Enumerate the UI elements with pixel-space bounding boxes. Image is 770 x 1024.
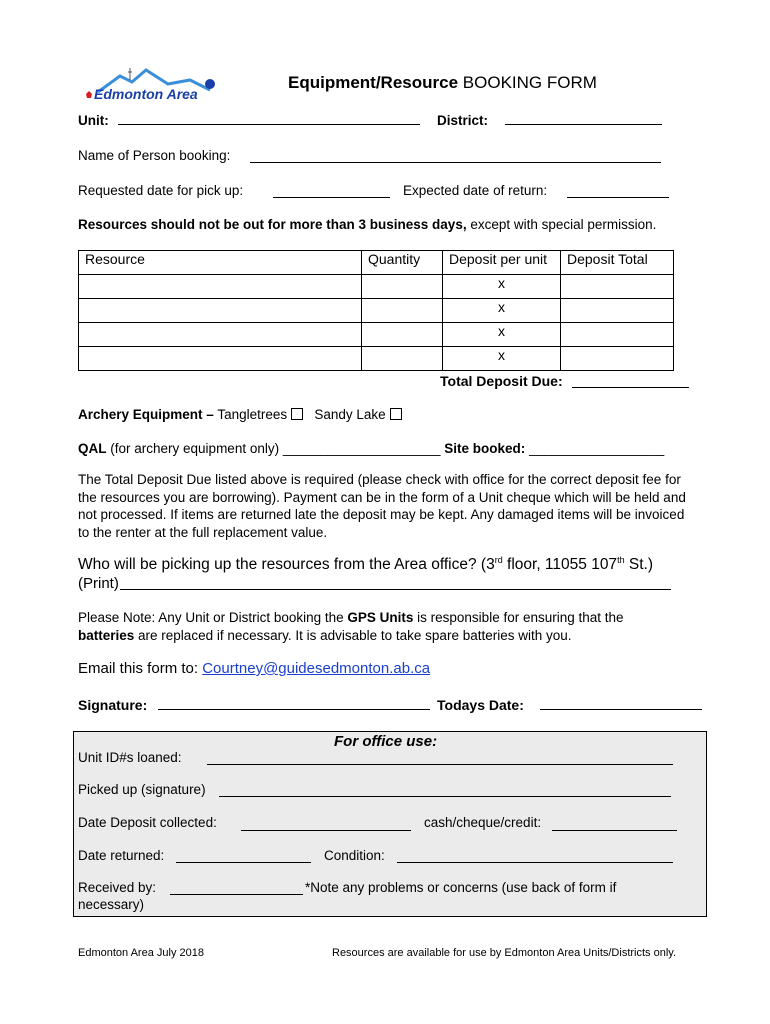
name-label: Name of Person booking: xyxy=(78,148,231,163)
received-by-field[interactable] xyxy=(170,894,303,895)
table-row xyxy=(79,323,674,347)
name-field[interactable] xyxy=(250,162,661,163)
condition-label: Condition: xyxy=(324,848,385,863)
district-field[interactable] xyxy=(505,124,662,125)
header-quantity: Quantity xyxy=(362,251,443,275)
problems-note-line2: necessary) xyxy=(78,897,145,912)
total-deposit-label: Total Deposit Due: xyxy=(440,373,563,389)
notice xyxy=(78,217,656,232)
quantity-cell[interactable] xyxy=(362,323,443,347)
received-by-label: Received by: xyxy=(78,880,157,895)
quantity-cell[interactable] xyxy=(362,347,443,371)
deposit-total-cell[interactable] xyxy=(561,275,674,299)
sandy-lake-checkbox[interactable] xyxy=(390,408,402,420)
pickup-question-sup1: rd xyxy=(494,555,503,565)
gps-note-part2: is responsible for ensuring that the xyxy=(413,610,624,625)
header-resource: Resource xyxy=(79,251,362,275)
return-label: Expected date of return: xyxy=(403,183,548,198)
notice-bold: Resources should not be out for more than 3 business days, xyxy=(78,217,467,232)
todays-date-label: Todays Date: xyxy=(437,697,524,713)
condition-field[interactable] xyxy=(397,862,673,863)
return-field[interactable] xyxy=(567,197,669,198)
notice-rest: except with special permission. xyxy=(470,217,657,232)
quantity-cell[interactable] xyxy=(362,299,443,323)
deposit-total-cell[interactable] xyxy=(561,323,674,347)
header-deposit-total: Deposit Total xyxy=(561,251,674,275)
pickup-question-sup2: th xyxy=(617,555,625,565)
archery-option-sandy-lake: Sandy Lake xyxy=(314,407,386,422)
picked-up-label: Picked up (signature) xyxy=(78,782,206,797)
unit-ids-field[interactable] xyxy=(207,764,673,765)
table-header-row xyxy=(79,251,674,275)
payment-method-field[interactable] xyxy=(552,830,677,831)
unit-label: Unit: xyxy=(78,113,109,128)
pickup-question-part3: St.) xyxy=(624,556,653,573)
deposit-total-cell[interactable] xyxy=(561,299,674,323)
site-booked-label: Site booked: xyxy=(444,441,526,456)
deposit-collected-label: Date Deposit collected: xyxy=(78,815,217,830)
pickup-label: Requested date for pick up: xyxy=(78,183,244,198)
gps-note-part3: are replaced if necessary. It is advisable to take spare batteries with you. xyxy=(134,627,572,643)
site-booked-field[interactable]: __________________ xyxy=(529,441,665,456)
email-link[interactable]: Courtney@guidesedmonton.ab.ca xyxy=(202,660,431,677)
problems-note-line1: *Note any problems or concerns (use back of form if xyxy=(305,880,617,895)
resource-cell[interactable] xyxy=(79,347,362,371)
gps-note-part1: Please Note: Any Unit or District booking the xyxy=(78,610,348,625)
archery-option-tangletrees: Tangletrees xyxy=(217,407,288,422)
gps-note xyxy=(78,609,690,644)
tangletrees-checkbox[interactable] xyxy=(291,408,303,420)
title-rest: BOOKING FORM xyxy=(462,73,597,92)
table-row xyxy=(79,275,674,299)
deposit-total-cell[interactable] xyxy=(561,347,674,371)
logo-text: Edmonton Area xyxy=(94,86,198,102)
deposit-paragraph: The Total Deposit Due listed above is required (please check with office for the correct deposit fee for the resources you are borrowing). Payment can be in the form of a Unit cheque which will be held and not processed. If items are returned late the deposit may be kept. Any damaged items will be invoiced to the renter at the full replacement value. xyxy=(78,472,686,540)
archery-label: Archery Equipment – xyxy=(78,407,214,422)
total-deposit-field[interactable] xyxy=(572,387,689,388)
qal-row xyxy=(78,441,664,456)
qal-field[interactable]: (for archery equipment only) _____________________ xyxy=(110,441,441,456)
print-label: (Print) xyxy=(78,575,119,592)
district-label: District: xyxy=(437,113,489,128)
header-deposit-per-unit: Deposit per unit xyxy=(443,251,561,275)
email-label: Email this form to: xyxy=(78,660,203,677)
title-bold: Equipment/Resource xyxy=(288,73,459,92)
resource-cell[interactable] xyxy=(79,275,362,299)
footer-right: Resources are available for use by Edmonton Area Units/Districts only. xyxy=(332,947,677,959)
date-returned-label: Date returned: xyxy=(78,848,165,863)
batteries-bold: batteries xyxy=(78,627,135,643)
office-use-title: For office use: xyxy=(334,733,438,750)
pickup-question-part2: floor, 11055 107 xyxy=(502,556,618,573)
resource-cell[interactable] xyxy=(79,299,362,323)
archery-row xyxy=(78,407,402,422)
deposit-collected-field[interactable] xyxy=(241,830,411,831)
pickup-question-part1: Who will be picking up the resources from the Area office? (3 xyxy=(78,556,495,573)
deposit-per-unit-cell[interactable]: x xyxy=(443,323,561,347)
payment-method-label: cash/cheque/credit: xyxy=(424,815,542,830)
resource-cell[interactable] xyxy=(79,323,362,347)
pickup-person-field[interactable] xyxy=(120,589,671,590)
qal-label: QAL xyxy=(78,441,107,456)
table-row xyxy=(79,347,674,371)
deposit-per-unit-cell[interactable]: x xyxy=(443,275,561,299)
table-row xyxy=(79,299,674,323)
email-row xyxy=(78,660,430,677)
signature-field[interactable] xyxy=(158,709,430,710)
picked-up-field[interactable] xyxy=(219,796,671,797)
deposit-per-unit-cell[interactable]: x xyxy=(443,299,561,323)
signature-label: Signature: xyxy=(78,697,148,713)
unit-field[interactable] xyxy=(118,124,420,125)
unit-ids-label: Unit ID#s loaned: xyxy=(78,750,182,765)
resource-table xyxy=(78,250,674,371)
todays-date-field[interactable] xyxy=(540,709,702,710)
date-returned-field[interactable] xyxy=(176,862,311,863)
deposit-per-unit-cell[interactable]: x xyxy=(443,347,561,371)
pickup-field[interactable] xyxy=(273,197,390,198)
gps-units-bold: GPS Units xyxy=(347,610,414,625)
edmonton-area-logo xyxy=(80,64,220,106)
footer-left: Edmonton Area July 2018 xyxy=(78,947,204,959)
quantity-cell[interactable] xyxy=(362,275,443,299)
page-title xyxy=(288,73,597,93)
pickup-question xyxy=(78,555,653,574)
